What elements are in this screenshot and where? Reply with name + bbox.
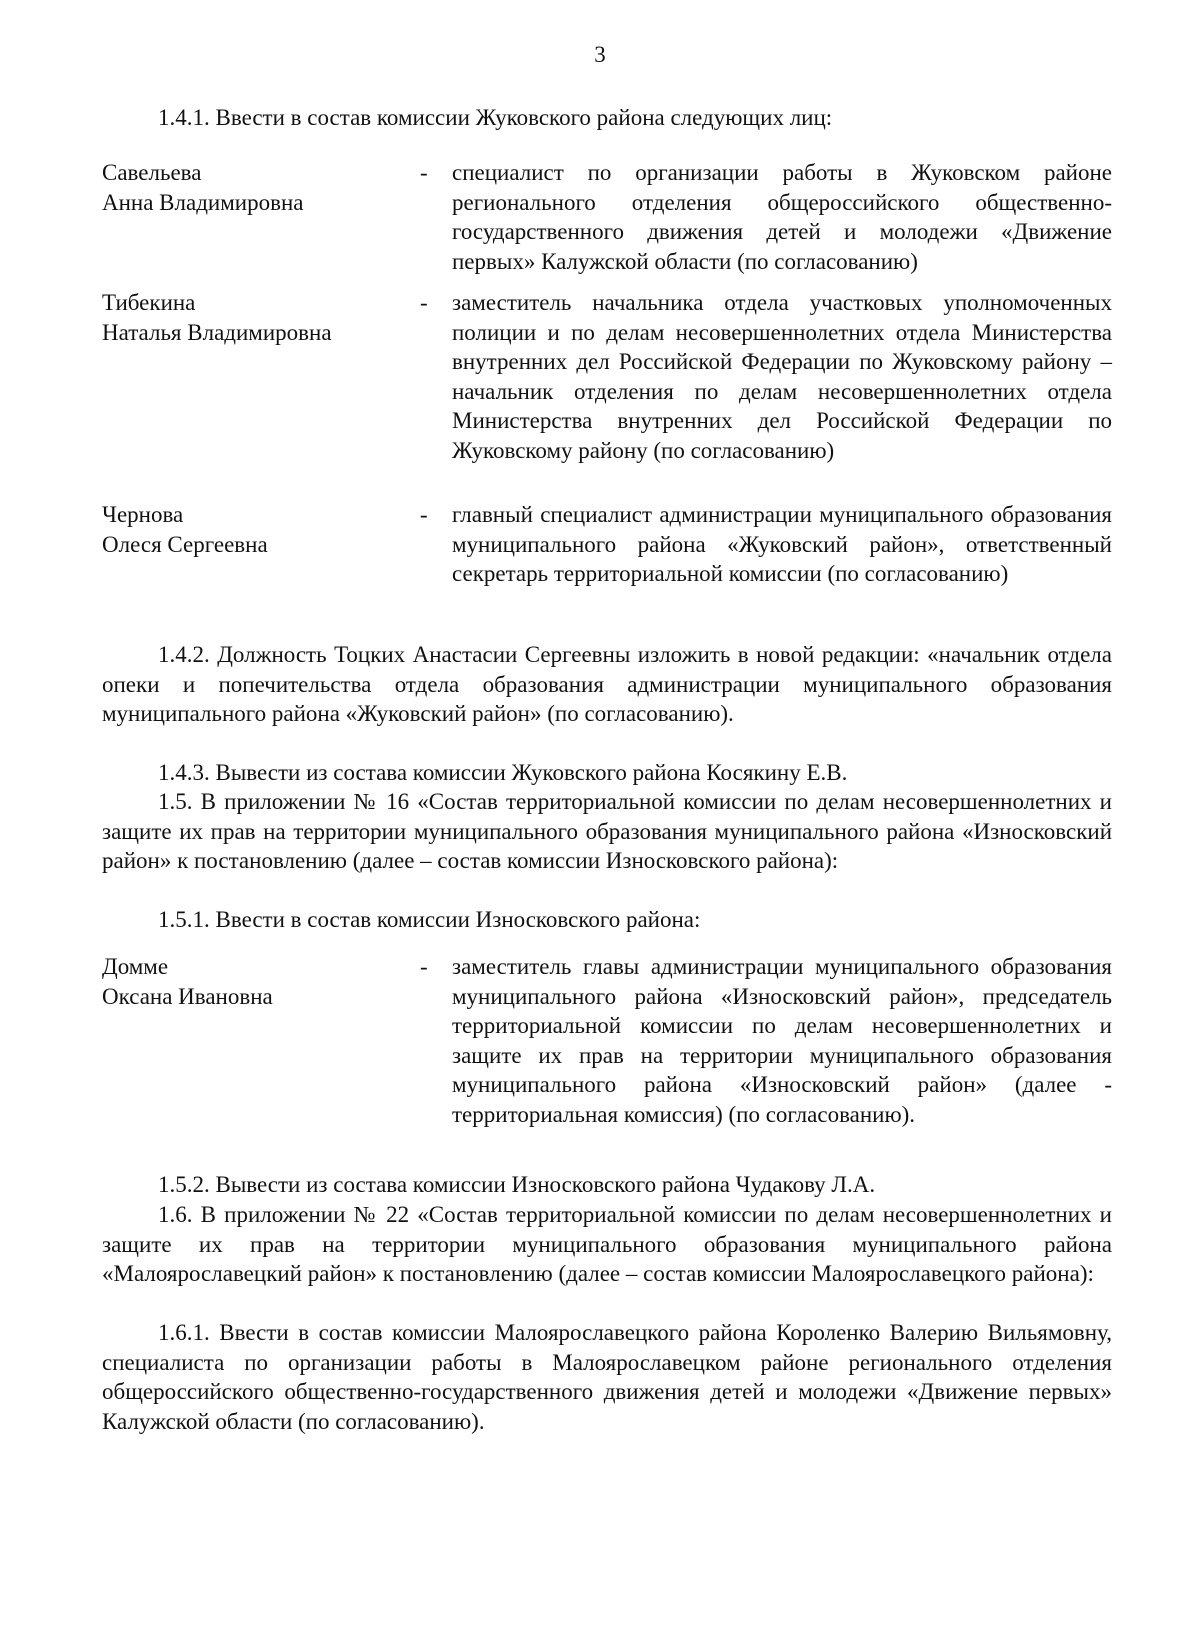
paragraph-1-5-1: 1.5.1. Ввести в состав комиссии Износковского района:: [158, 907, 701, 932]
paragraph-1-4-1: 1.4.1. Ввести в состав комиссии Жуковского района следующих лиц:: [158, 105, 833, 130]
paragraph-1-4-3: 1.4.3. Вывести из состава комиссии Жуковского района Косякину Е.В.: [158, 760, 848, 785]
page-number: 3: [594, 42, 606, 67]
member-dash: -: [420, 502, 428, 527]
member-dash: -: [420, 290, 428, 315]
member-surname: Савельева: [102, 160, 202, 185]
member-name: [102, 500, 402, 559]
member-role: главный специалист администрации муниципального образования муниципального района «Жуковский район», ответственный секретарь территориальной комиссии (по согласованию): [452, 502, 1112, 586]
member-name: [102, 158, 402, 217]
member-dash: -: [420, 160, 428, 185]
member-given-names: Наталья Владимировна: [102, 319, 332, 345]
member-surname: Тибекина: [102, 290, 196, 315]
member-given-names: Оксана Ивановна: [102, 983, 273, 1009]
member-given-names: Анна Владимировна: [102, 189, 304, 215]
paragraph-1-6-1: 1.6.1. Ввести в состав комиссии Малоярославецкого района Короленко Валерию Вильямовну, специалиста по организации работы в Малоярославецком районе регионального отделения общероссийского общественно-государственного движения детей и молодежи «Движение первых» Калужской области (по согласованию).: [102, 1320, 1112, 1434]
paragraph-1-4-2: 1.4.2. Должность Тоцких Анастасии Сергеевны изложить в новой редакции: «начальник отдела опеки и попечительства отдела образования администрации муниципального образования муниципального района «Жуковский район» (по согласованию).: [102, 642, 1112, 726]
member-given-names: Олеся Сергеевна: [102, 531, 268, 557]
member-surname: Чернова: [102, 502, 184, 527]
member-role: заместитель главы администрации муниципального образования муниципального района «Износковский район», председатель территориальной комиссии по делам несовершеннолетних и защите их прав на территории муниципального образования муниципального района «Износковский район» (далее - территориальная комиссия) (по согласованию).: [452, 954, 1112, 1127]
member-role: специалист по организации работы в Жуковском районе регионального отделения общероссийского общественно-государственного движения детей и молодежи «Движение первых» Калужской области (по согласованию): [452, 160, 1112, 274]
paragraph-1-6: 1.6. В приложении № 22 «Состав территориальной комиссии по делам несовершеннолетних и защите их прав на территории муниципального образования муниципального района «Малоярославецкий район» к постановлению (далее – состав комиссии Малоярославецкого района):: [102, 1202, 1112, 1286]
member-role: заместитель начальника отдела участковых уполномоченных полиции и по делам несовершеннолетних отдела Министерства внутренних дел Российской Федерации по Жуковскому району – начальник отделения по делам несовершеннолетних отдела Министерства внутренних дел Российской Федерации по Жуковскому району (по согласованию): [452, 290, 1112, 463]
paragraph-1-5-2: 1.5.2. Вывести из состава комиссии Износковского района Чудакову Л.А.: [158, 1172, 876, 1197]
paragraph-1-5: 1.5. В приложении № 16 «Состав территориальной комиссии по делам несовершеннолетних и защите их прав на территории муниципального образования муниципального района «Износковский район» к постановлению (далее – состав комиссии Износковского района):: [102, 789, 1112, 873]
member-name: [102, 288, 402, 347]
member-name: [102, 952, 402, 1011]
member-dash: -: [420, 954, 428, 979]
member-surname: Домме: [102, 954, 169, 979]
